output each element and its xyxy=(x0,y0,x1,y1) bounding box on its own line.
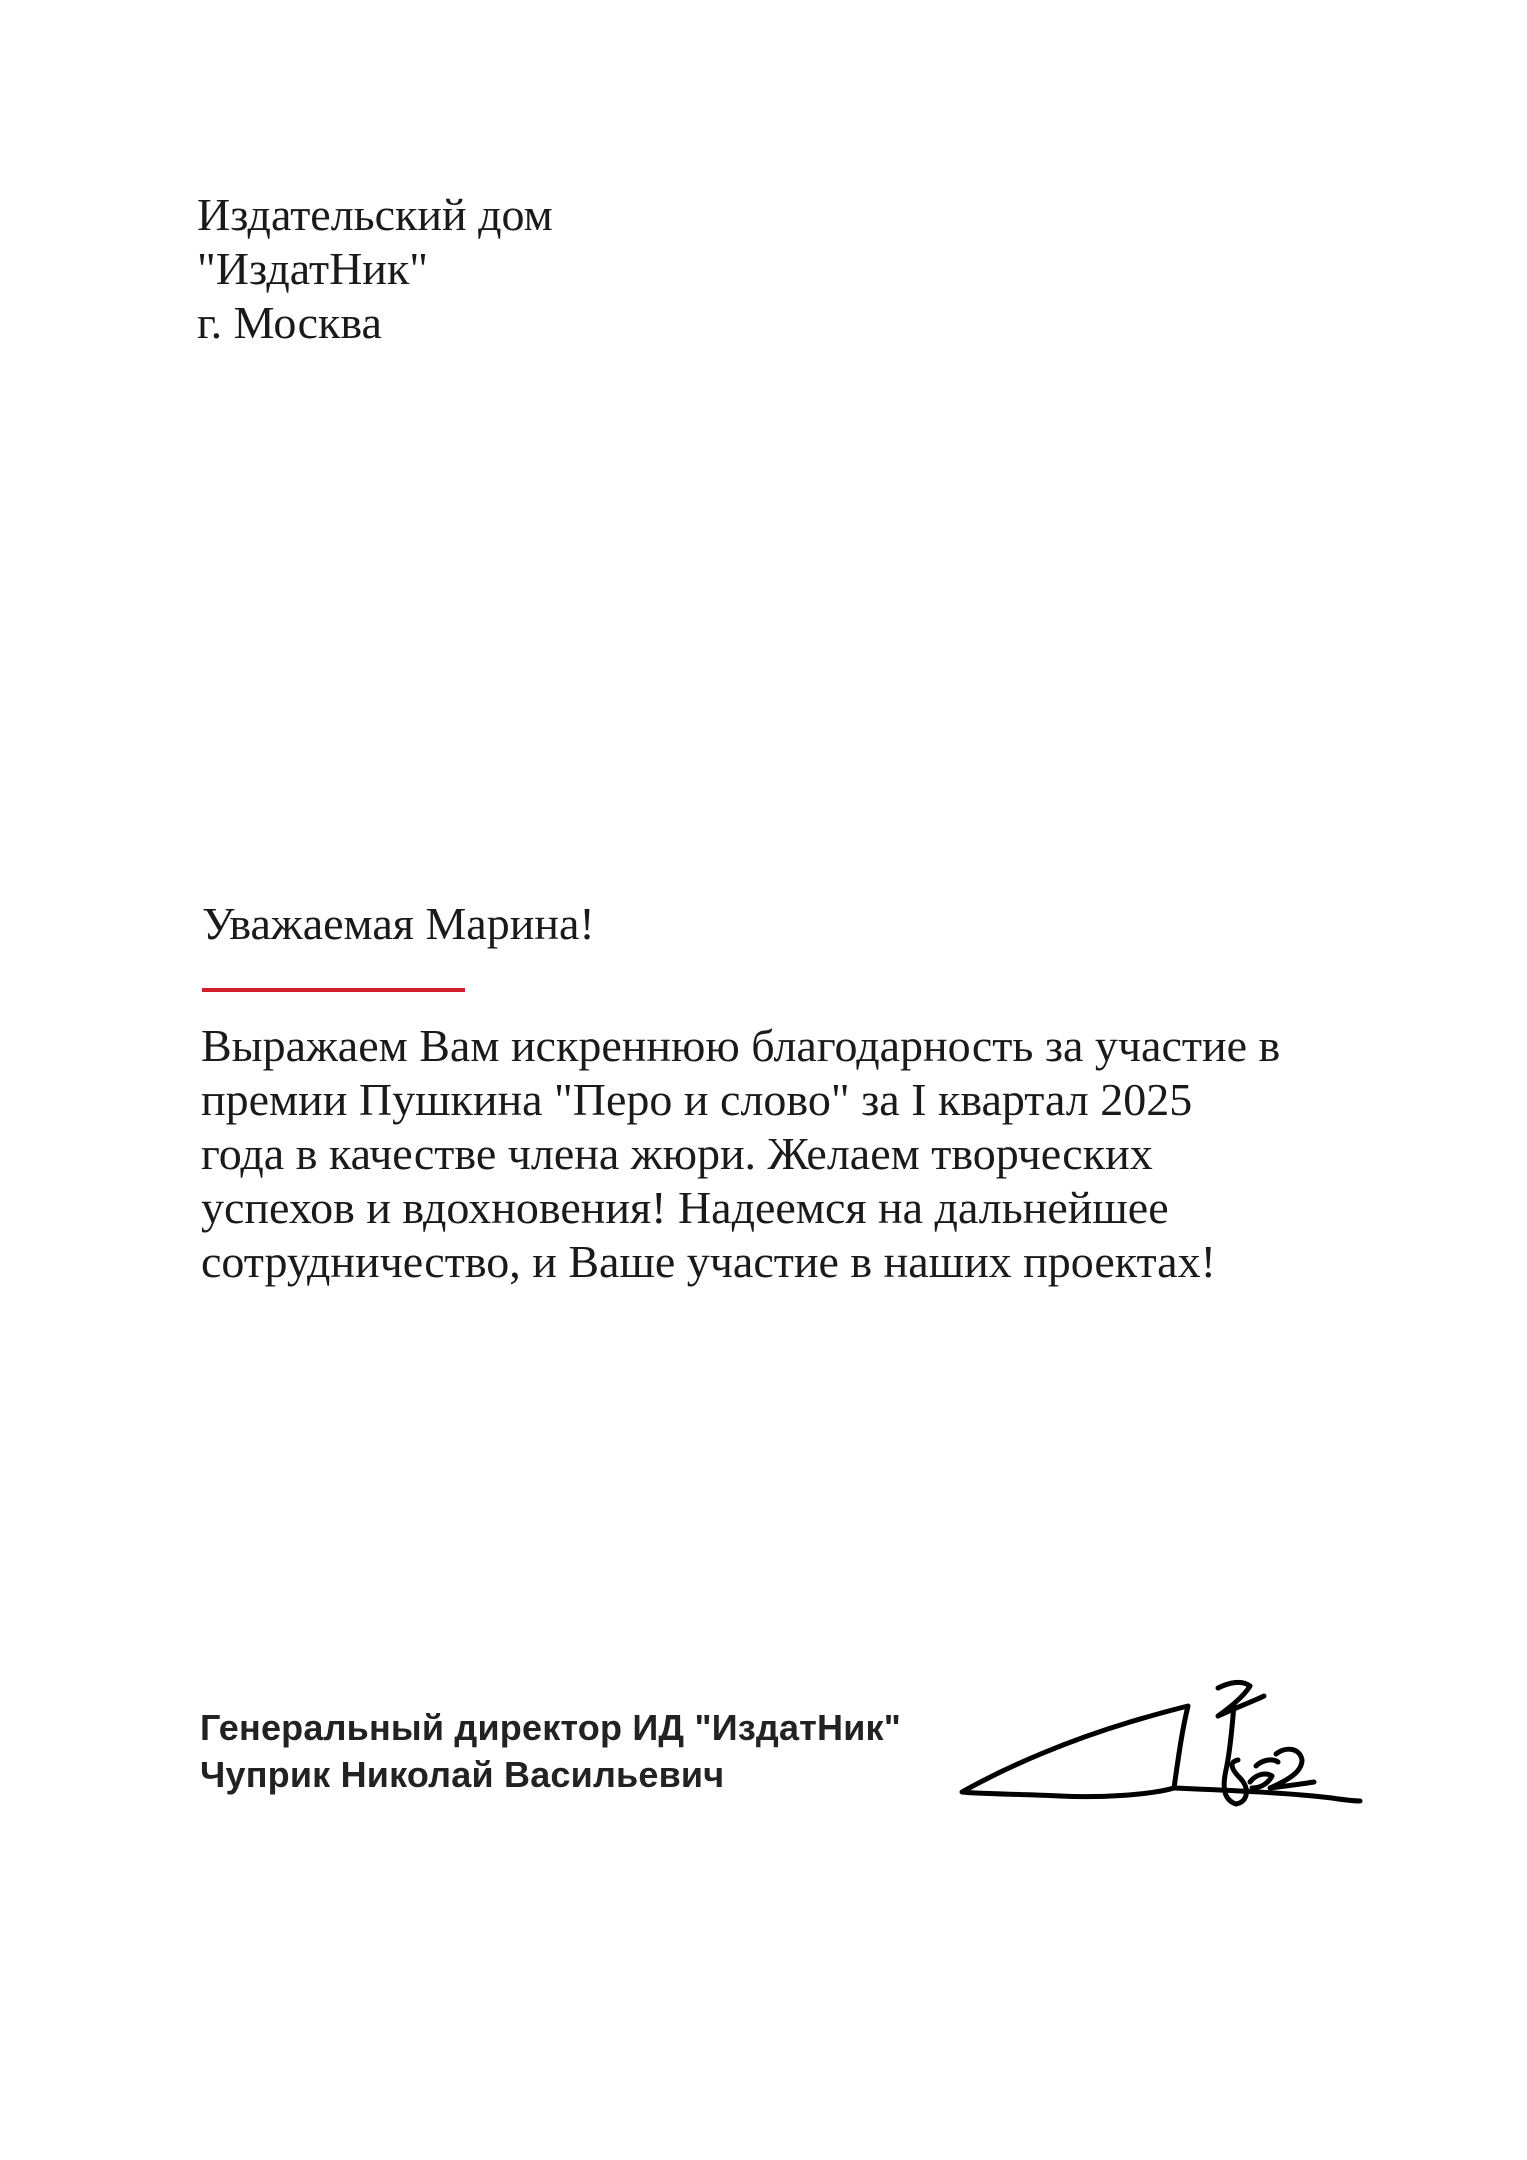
signer-block xyxy=(200,1704,901,1798)
body-line-5: сотрудничество, и Ваше участие в наших проектах! xyxy=(201,1236,1216,1287)
body-line-3: года в качестве члена жюри. Желаем творческих xyxy=(201,1128,1153,1179)
body-line-2: премии Пушкина "Перо и слово" за I квартал 2025 xyxy=(201,1074,1193,1125)
sender-address xyxy=(197,188,553,350)
sender-line-3: г. Москва xyxy=(197,297,382,348)
signer-name: Чуприк Николай Васильевич xyxy=(200,1754,725,1795)
handwritten-signature xyxy=(950,1670,1390,1850)
signer-title: Генеральный директор ИД "ИздатНик" xyxy=(200,1707,902,1748)
red-divider xyxy=(202,988,465,992)
salutation: Уважаемая Марина! xyxy=(202,898,595,949)
body-line-1: Выражаем Вам искреннюю благодарность за участие в xyxy=(201,1020,1281,1071)
body-line-4: успехов и вдохновения! Надеемся на дальнейшее xyxy=(201,1182,1169,1233)
letter-body xyxy=(201,1019,1381,1289)
sender-line-1: Издательский дом xyxy=(197,189,553,240)
sender-line-2: "ИздатНик" xyxy=(197,243,429,294)
